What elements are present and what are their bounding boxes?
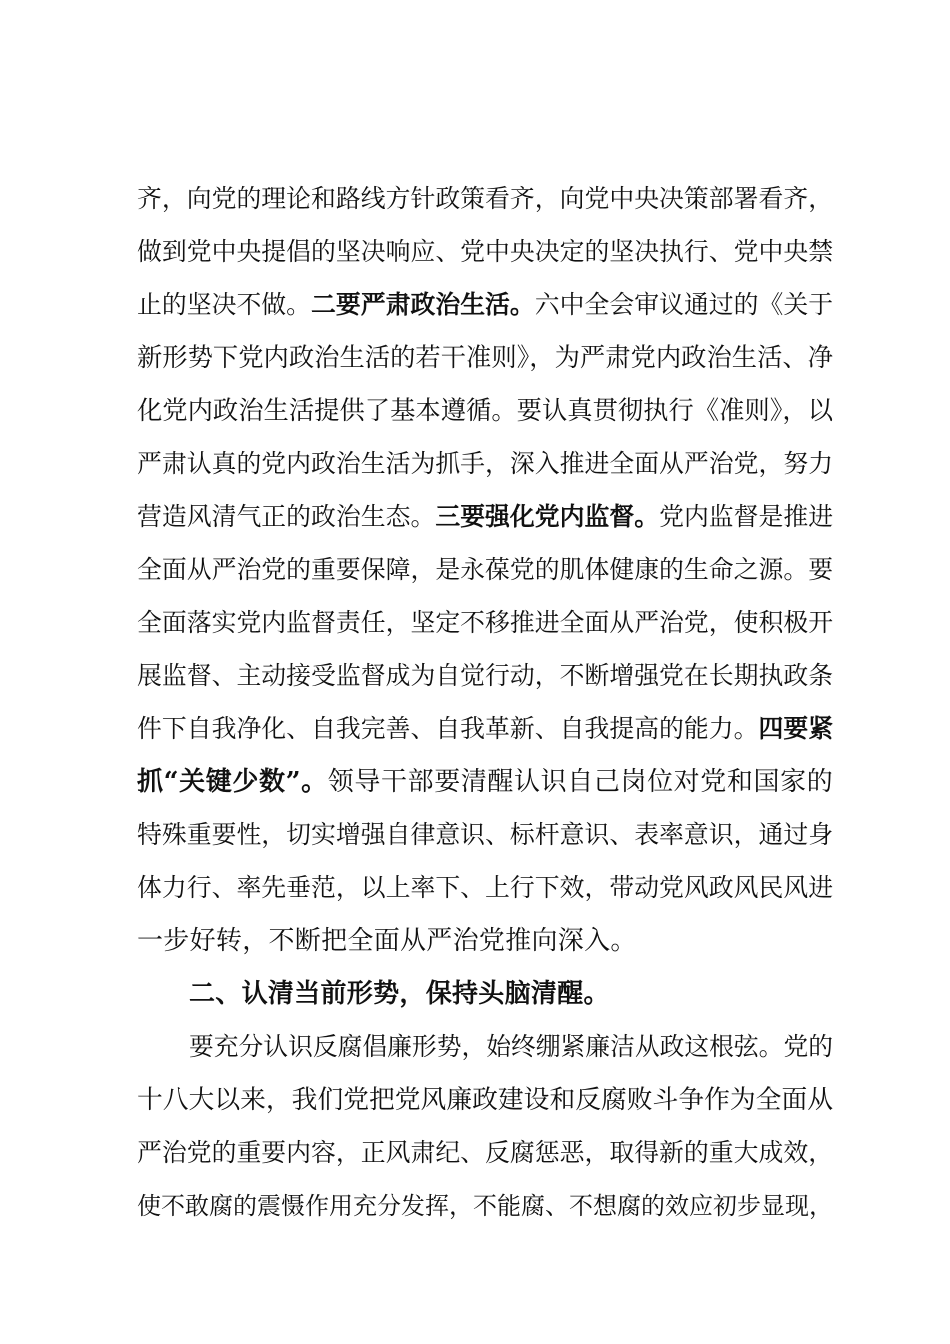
text-run: 做到党中央提倡的坚决响应、党中央决定的坚决执行、党中央禁 (137, 237, 834, 266)
text-run: 一步好转，不断把全面从严治党推向深入。 (137, 926, 637, 956)
text-run: 使不敢腐的震慑作用充分发挥，不能腐、不想腐的效应初步显现， (137, 1192, 833, 1220)
text-run: 展监督、主动接受监督成为自觉行动，不断增强党在长期执政条 (137, 661, 834, 690)
text-line-11 (137, 709, 833, 749)
text-line-2 (137, 232, 833, 272)
text-line-17 (189, 1027, 833, 1067)
text-run: 营造风清气正的政治生态。 (137, 502, 436, 531)
text-run: 严肃认真的党内政治生活为抓手，深入推进全面从严治党，努力 (137, 449, 834, 478)
text-run: 化党内政治生活提供了基本遵循。要认真贯彻执行《准则》，以 (137, 396, 833, 425)
bold-heading: 四要紧 (758, 714, 834, 743)
text-run: 领导干部要清醒认识自己岗位对党和国家的 (327, 767, 834, 797)
text-line-13 (137, 815, 833, 855)
text-line-3 (137, 285, 833, 325)
text-line-19 (137, 1133, 833, 1173)
text-line-5 (137, 391, 833, 431)
text-line-20 (137, 1186, 833, 1226)
text-run: 六中全会审议通过的《关于 (534, 290, 834, 319)
text-line-15 (137, 921, 833, 961)
text-line-10 (137, 656, 833, 696)
text-line-12 (137, 762, 833, 802)
text-run: 全面从严治党的重要保障，是永葆党的肌体健康的生命之源。要 (137, 555, 834, 584)
bold-heading: 抓“关键少数”。 (137, 767, 328, 797)
text-line-8 (137, 550, 833, 590)
text-line-4 (137, 338, 833, 378)
section-heading-text: 二、认清当前形势，保持头脑清醒。 (189, 979, 610, 1009)
text-line-14 (137, 868, 833, 908)
text-line-1 (137, 179, 833, 219)
text-run: 体力行、率先垂范，以上率下、上行下效，带动党风政风民风进 (137, 873, 834, 902)
text-run: 严治党的重要内容，正风肃纪、反腐惩恶，取得新的重大成效， (137, 1138, 834, 1167)
text-line-9 (137, 603, 833, 643)
bold-heading: 二要严肃政治生活。 (311, 290, 535, 319)
text-run: 党内监督是推进 (659, 502, 834, 531)
text-run: 全面落实党内监督责任，坚定不移推进全面从严治党，使积极开 (137, 608, 834, 637)
text-line-6 (137, 444, 833, 484)
text-line-18 (137, 1080, 833, 1120)
text-run: 齐，向党的理论和路线方针政策看齐，向党中央决策部署看齐， (137, 184, 834, 213)
bold-heading: 三要强化党内监督。 (435, 502, 660, 531)
text-run: 要充分认识反腐倡廉形势，始终绷紧廉洁从政这根弦。党的 (189, 1032, 833, 1061)
section-heading (189, 974, 833, 1014)
text-run: 新形势下党内政治生活的若干准则》，为严肃党内政治生活、净 (137, 343, 833, 372)
text-run: 特殊重要性，切实增强自律意识、标杆意识、表率意识，通过身 (137, 820, 834, 849)
text-run: 件下自我净化、自我完善、自我革新、自我提高的能力。 (137, 714, 759, 743)
text-run: 止的坚决不做。 (137, 290, 312, 319)
text-run: 十八大以来，我们党把党风廉政建设和反腐败斗争作为全面从 (137, 1085, 833, 1115)
text-line-7 (137, 497, 833, 537)
